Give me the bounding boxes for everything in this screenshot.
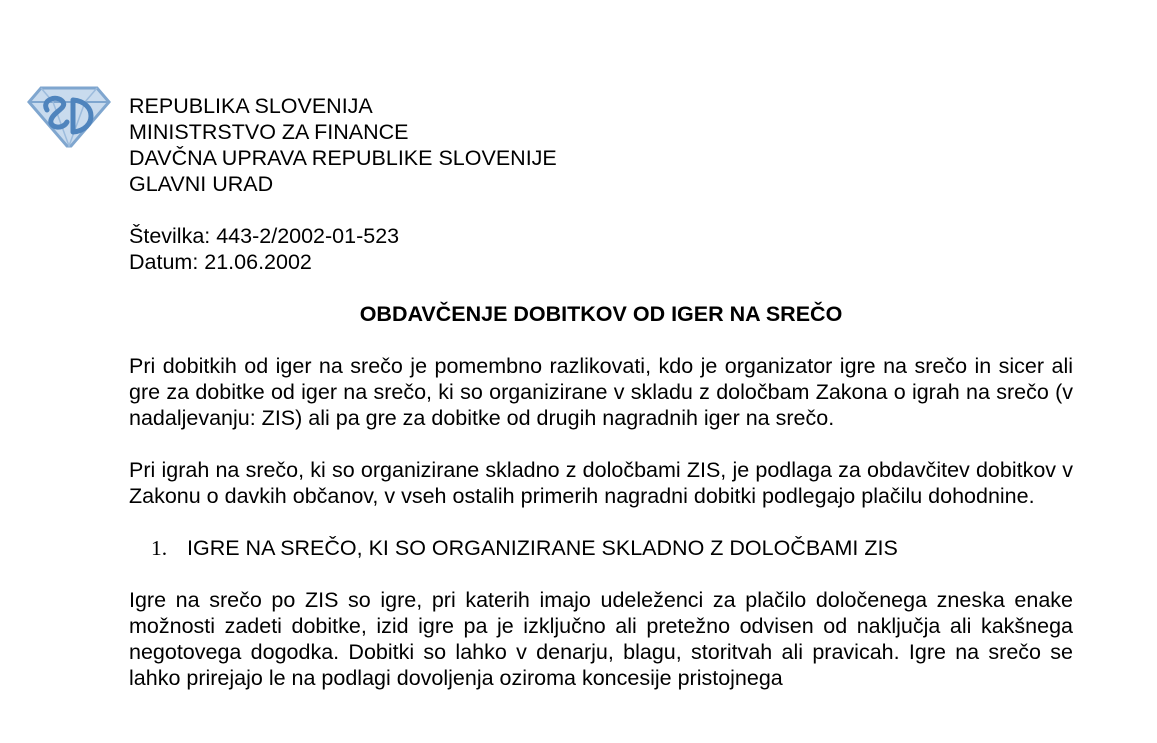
- letterhead: [129, 93, 1073, 197]
- letterhead-line: MINISTRSTVO ZA FINANCE: [129, 120, 409, 144]
- letterhead-line: REPUBLIKA SLOVENIJA: [129, 94, 373, 118]
- document-title: OBDAVČENJE DOBITKOV OD IGER NA SREČO: [359, 302, 843, 326]
- letterhead-line: GLAVNI URAD: [129, 172, 274, 196]
- section-title: IGRE NA SREČO, KI SO ORGANIZIRANE SKLADNO Z DOLOČBAMI ZIS: [187, 536, 898, 560]
- section-heading: [151, 535, 1073, 561]
- paragraph: Igre na srečo po ZIS so igre, pri katerih imajo udeleženci za plačilo določenega zneska enake možnosti zadeti dobitke, izid igre pa je izključno ali pretežno odvisen od naključja ali kakšnega negotovega dogodka. Dobitki so lahko v denarju, blagu, storitvah ali pravicah. Igre na srečo se lahko prirejajo le na podlagi dovoljenja oziroma koncesije pristojnega: [129, 588, 1073, 690]
- document-body: [129, 93, 1073, 691]
- durs-diamond-logo-icon: [27, 80, 111, 148]
- document-number: Številka: 443-2/2002-01-523: [129, 224, 400, 248]
- paragraph: Pri igrah na srečo, ki so organizirane skladno z določbami ZIS, je podlaga za obdavčitev dobitkov v Zakonu o davkih občanov, v vseh ostalih primerih nagradni dobitki podlegajo plačilu dohodnine.: [129, 458, 1073, 508]
- letterhead-line: DAVČNA UPRAVA REPUBLIKE SLOVENIJE: [129, 146, 557, 170]
- section-number: 1.: [151, 536, 168, 560]
- paragraph: Pri dobitkih od iger na srečo je pomembno razlikovati, kdo je organizator igre na srečo in sicer ali gre za dobitke od iger na srečo, ki so organizirane v skladu z določbam Zakona o igrah na srečo (v nadaljevanju: ZIS) ali pa gre za dobitke od drugih nagradnih iger na srečo.: [129, 354, 1073, 430]
- document-date: Datum: 21.06.2002: [129, 250, 312, 274]
